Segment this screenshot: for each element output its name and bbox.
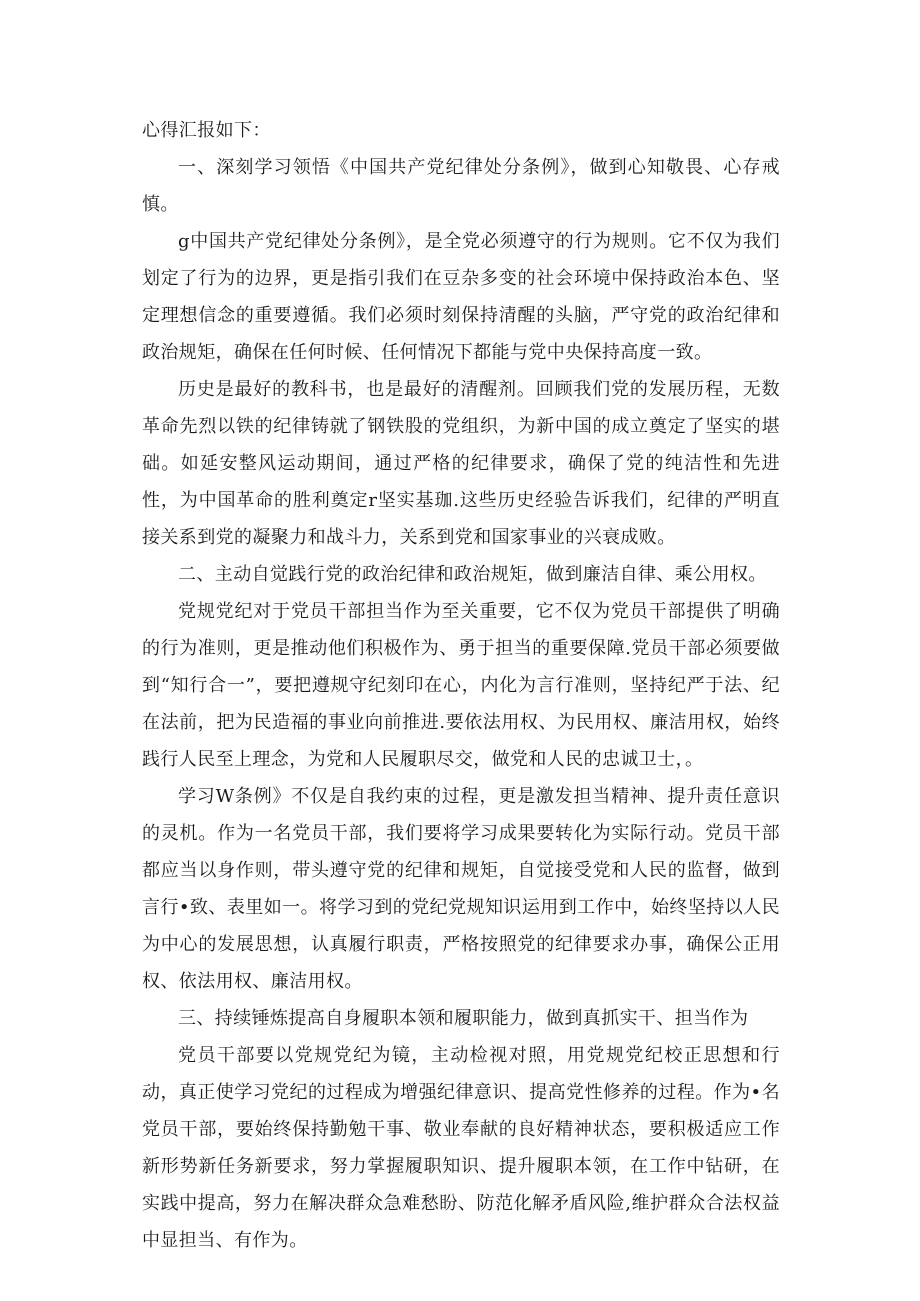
body-paragraph: g中国共产党纪律处分条例》，是全党必须遵守的行为规则。它不仅为我们划定了行为的边界，更是指引我们在豆杂多变的社会环境中保持政治本色、坚定理想信念的重要遵循。我们必须时刻保持清醒的头脑，严守党的政治纪律和政治规矩，确保在任何时候、任何情况下都能与党中央保持高度一致。	[142, 231, 780, 363]
body-paragraph: 学习W条例》不仅是自我约束的过程，更是激发担当精神、提升责任意识的灵机。作为一名党员干部，我们要将学习成果要转化为实际行动。党员干部都应当以身作则，带头遵守党的纪律和规矩，自觉接受党和人民的监督，做到言行•致、表里如一。将学习到的党纪党规知识运用到工作中，始终坚持以人民为中心的发展思想，认真履行职责，严格按照党的纪律要求办事，确保公正用权、依法用权、廉洁用权。	[142, 786, 780, 992]
section-heading-3: 三、持续锤炼提高自身履职本领和履职能力，做到真抓实干、担当作为	[178, 1008, 749, 1029]
section-heading-2: 二、主动自觉践行党的政治纪律和政治规矩，做到廉洁自律、乘公用权。	[178, 564, 767, 585]
body-paragraph: 党规党纪对于党员干部担当作为至关重要，它不仅为党员干部提供了明确的行为准则，更是推动他们积极作为、勇于担当的重要保障.党员干部必须要做到“知行合一”，要把遵规守纪刻印在心，内化为言行准则，坚持纪严于法、纪在法前，把为民造福的事业向前推进.要依法用权、为民用权、廉洁用权，始终践行人民至上理念，为党和人民履职尽交，做党和人民的忠诚卫士，。	[142, 601, 780, 770]
document-page	[142, 112, 780, 1259]
section-heading-1: 一、深刻学习领悟《中国共产党纪律处分条例》，做到心知敬畏、心存戒慎。	[142, 157, 780, 215]
body-paragraph: 历史是最好的教科书，也是最好的清醒剂。回顾我们党的发展历程，无数革命先烈以铁的纪律铸就了钢铁股的党组织，为新中国的成立奠定了坚实的堪础。如延安整风运动期间，通过严格的纪律要求，确保了党的纯洁性和先进性，为中国革命的胜利奠定r坚实基珈.这些历史经验告诉我们，纪律的严明直接关系到党的凝聚力和战斗力，关系到党和国家事业的兴衰成败。	[142, 379, 780, 548]
intro-line: 心得汇报如下：	[142, 120, 271, 141]
body-paragraph: 党员干部要以党规党纪为镜，主动检视对照，用党规党纪校正思想和行动，真正使学习党纪的过程成为增强纪律意识、提高党性修养的过程。作为•名党员干部，要始终保持勤勉干事、敬业奉献的良好精神状态，要积极适应工作新形势新任务新要求，努力掌握履职知识、提升履职本领，在工作中钻研，在实践中提高，努力在解决群众急难愁盼、防范化解矛盾风险,维护群众合法权益中显担当、有作为。	[142, 1045, 780, 1251]
